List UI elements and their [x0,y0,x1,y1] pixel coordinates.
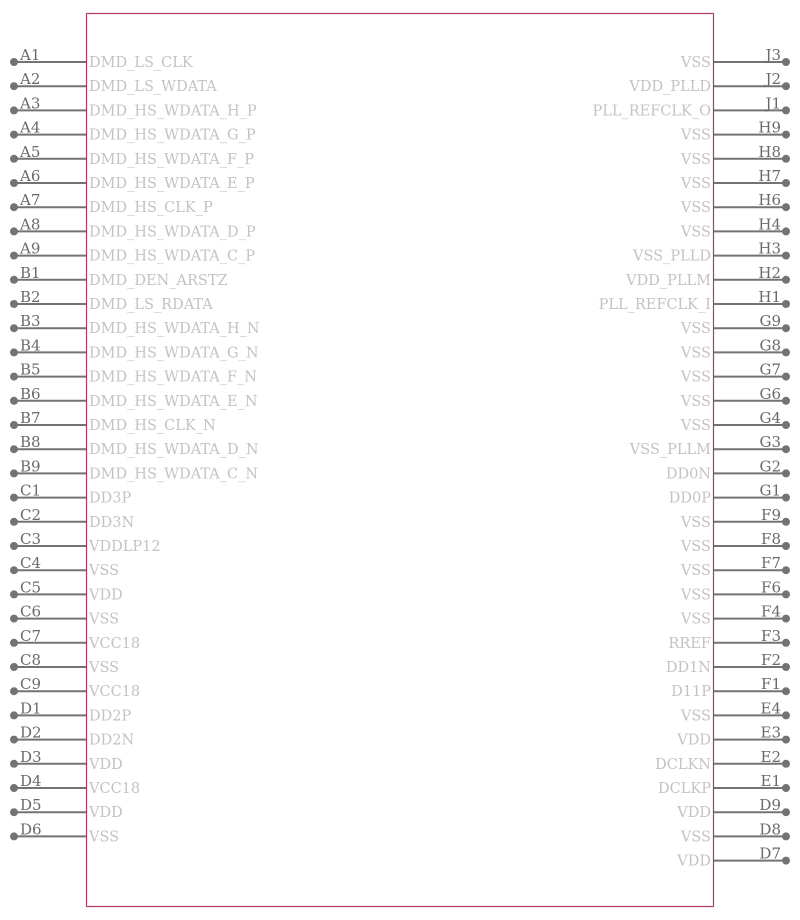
pin-number: G1 [759,481,781,500]
pin-name: VSS [680,539,711,555]
pin-number: J1 [765,94,781,113]
pin-name: DMD_HS_WDATA_H_P [89,103,257,120]
pin-terminal-dot [782,711,790,719]
pin-number: H8 [758,142,781,161]
pin-terminal-dot [10,106,18,114]
left-pin[interactable] [10,143,254,168]
pin-terminal-dot [782,252,790,260]
pin-terminal-dot [782,276,790,284]
pin-terminal-dot [782,179,790,187]
pin-name: VCC18 [89,684,141,701]
left-pin[interactable] [10,772,140,797]
right-pin[interactable] [680,167,790,192]
pin-number: G6 [759,384,781,403]
pin-name: VSS [680,127,711,144]
left-pin[interactable] [10,530,161,555]
left-pin[interactable] [10,288,213,313]
pin-terminal-dot [10,663,18,671]
right-pin[interactable] [592,94,790,119]
pin-terminal-dot [10,58,18,66]
pin-terminal-dot [10,615,18,623]
pin-number: E3 [760,723,781,742]
pin-name: DMD_HS_WDATA_D_P [89,224,256,241]
pin-name: VDD_PLLD [629,79,711,96]
pin-terminal-dot [782,131,790,139]
pin-name: DMD_HS_WDATA_F_N [89,369,257,386]
pin-name: DMD_HS_WDATA_H_N [89,321,260,338]
pin-terminal-dot [10,639,18,647]
pin-terminal-dot [782,857,790,865]
pin-number: A1 [20,46,41,64]
pin-number: B1 [20,263,41,282]
right-pin[interactable] [680,312,790,337]
pin-terminal-dot [10,300,18,308]
pin-name: VDD [89,756,123,773]
pin-name: VSS [680,829,711,846]
pin-terminal-dot [782,542,790,550]
pin-name: DMD_HS_CLK_N [89,418,216,434]
left-pin[interactable] [10,748,123,773]
right-pin[interactable] [599,288,790,313]
pin-number: G2 [759,457,781,476]
pin-terminal-dot [10,832,18,840]
pin-number: B9 [20,457,41,476]
pin-number: C4 [20,554,42,573]
pin-number: G3 [759,433,781,452]
pin-name: VSS_PLLD [633,248,711,265]
pin-terminal-dot [782,421,790,429]
left-pin[interactable] [10,167,255,192]
left-pin[interactable] [10,506,134,531]
left-pin[interactable] [10,409,216,434]
pin-name: D11P [671,684,711,701]
pin-name: DMD_HS_WDATA_G_P [89,127,256,144]
pin-terminal-dot [10,252,18,260]
pin-number: F4 [761,602,781,621]
pin-terminal-dot [10,711,18,719]
left-pin[interactable] [10,361,257,386]
pin-terminal-dot [10,421,18,429]
pin-terminal-dot [782,324,790,332]
pin-name: DMD_LS_RDATA [89,297,213,313]
pin-number: B4 [20,336,41,355]
pin-name: VSS [680,563,711,580]
pin-number: G4 [759,409,781,427]
pin-terminal-dot [10,227,18,235]
pin-name: VSS [680,393,711,410]
pin-number: A9 [20,239,41,258]
pin-name: VSS [89,660,120,676]
pin-number: A5 [20,142,41,161]
right-pin[interactable] [676,796,790,821]
left-pin[interactable] [10,554,119,579]
right-pin[interactable] [666,457,790,482]
pin-name: DD0N [665,466,711,483]
right-pin[interactable] [676,724,790,749]
right-pin[interactable] [680,143,790,168]
pin-terminal-dot [10,82,18,90]
pin-name: VSS [680,369,711,386]
pin-number: F1 [761,675,781,694]
left-pin[interactable] [10,675,140,700]
pin-terminal-dot [782,58,790,66]
pin-number: F3 [761,626,781,645]
pin-number: F9 [761,505,781,524]
pin-terminal-dot [782,348,790,356]
pin-number: H9 [758,118,781,137]
pin-number: C6 [20,602,42,621]
pin-terminal-dot [10,469,18,477]
left-pin[interactable] [10,433,259,458]
pin-name: VDD [677,732,711,749]
pin-name: DMD_LS_WDATA [89,79,217,96]
left-pin[interactable] [10,651,119,676]
pin-terminal-dot [10,324,18,332]
left-pin[interactable] [10,240,255,265]
pin-terminal-dot [10,760,18,768]
left-pin[interactable] [10,46,194,71]
pin-name: DCLKP [658,781,711,797]
pin-terminal-dot [782,808,790,816]
pin-number: D9 [759,796,781,815]
pin-name: DMD_HS_CLK_P [89,200,213,217]
pin-name: VSS [680,55,711,71]
pin-name: VSS [680,224,711,241]
pin-name: VDD [677,853,711,870]
pin-number: A8 [20,215,41,234]
pin-name: VSS [89,829,120,846]
left-pin[interactable] [10,215,256,240]
right-pin[interactable] [632,240,790,265]
pin-terminal-dot [10,518,18,526]
pin-number: D2 [20,723,42,742]
pin-name: DD1N [665,660,711,676]
pin-name: DD2P [89,708,132,725]
right-pin[interactable] [680,530,790,555]
pin-name: DMD_HS_WDATA_C_P [89,248,256,265]
pin-name: VSS [680,418,711,434]
pin-terminal-dot [782,373,790,381]
pin-name: VSS [680,708,711,725]
left-pin[interactable] [10,312,260,337]
pin-number: E2 [760,747,781,766]
pin-terminal-dot [782,832,790,840]
right-pin[interactable] [666,651,790,676]
pin-number: D1 [20,699,42,718]
left-pin[interactable] [10,796,123,821]
right-pin[interactable] [655,748,790,773]
pin-name: VSS [680,611,711,628]
pin-name: VSS [89,611,120,628]
pin-number: A2 [20,70,41,89]
right-pin[interactable] [680,578,790,603]
pin-terminal-dot [782,760,790,768]
right-pin[interactable] [625,264,790,289]
right-pin[interactable] [669,627,790,652]
pin-number: D5 [20,796,42,815]
pin-name: DMD_HS_WDATA_D_N [89,442,259,459]
pin-number: F8 [761,530,781,548]
pin-number: C5 [20,578,42,597]
component-body [87,14,714,907]
pin-name: DMD_HS_WDATA_E_P [89,176,255,192]
pin-name: VSS [89,563,120,580]
right-pin[interactable] [671,675,790,700]
pin-name: DMD_HS_WDATA_C_N [89,466,259,483]
pin-terminal-dot [10,784,18,792]
pin-terminal-dot [782,639,790,647]
pin-name: DMD_HS_WDATA_E_N [89,393,258,410]
pin-terminal-dot [10,590,18,598]
right-pin[interactable] [680,506,790,531]
pin-terminal-dot [10,736,18,744]
left-pin[interactable] [10,482,131,507]
right-pin[interactable] [629,433,790,458]
right-pin[interactable] [680,191,790,216]
left-pin[interactable] [10,119,256,144]
pin-number: C8 [20,651,42,669]
pin-number: C7 [20,626,42,645]
pin-number: D6 [20,820,42,839]
pin-number: F2 [761,651,781,669]
pin-terminal-dot [782,494,790,502]
pin-name: VCC18 [89,635,141,652]
pin-name: VDDLP12 [89,539,161,555]
right-pin[interactable] [658,772,790,797]
pin-number: H4 [758,215,781,234]
left-pin[interactable] [10,578,123,603]
left-pin[interactable] [10,603,119,628]
pin-name: VDD_PLLM [626,272,711,289]
pin-name: VSS [680,514,711,531]
pin-terminal-dot [782,82,790,90]
pin-number: G8 [759,336,781,355]
pin-name: DD2N [89,732,135,749]
pin-terminal-dot [10,445,18,453]
pin-terminal-dot [10,131,18,139]
right-pin-column [592,46,790,870]
pin-name: VSS [680,321,711,338]
pin-name: VDD [89,805,123,822]
pin-number: A3 [20,94,41,113]
right-pin[interactable] [628,70,790,95]
pin-number: C1 [20,481,42,500]
pin-number: B3 [20,312,41,331]
pin-number: D4 [20,772,42,790]
right-pin[interactable] [680,46,790,71]
left-pin[interactable] [10,627,140,652]
left-pin[interactable] [10,264,228,289]
right-pin[interactable] [680,361,790,386]
pin-number: B6 [20,384,41,403]
pin-terminal-dot [10,373,18,381]
pin-terminal-dot [782,445,790,453]
pin-terminal-dot [10,203,18,211]
pin-number: B2 [20,288,41,306]
pin-name: VDD [677,805,711,822]
pin-number: A7 [20,191,41,210]
pin-number: H7 [758,167,781,185]
pin-number: D7 [759,844,781,863]
pin-terminal-dot [782,203,790,211]
left-pin[interactable] [10,94,257,119]
left-pin[interactable] [10,191,213,216]
pin-name: VSS [680,151,711,168]
right-pin[interactable] [680,336,790,361]
right-pin[interactable] [669,482,790,507]
pin-number: H1 [758,288,781,306]
left-pin[interactable] [10,457,258,482]
pin-terminal-dot [782,469,790,477]
pin-number: C2 [20,505,42,524]
pin-terminal-dot [782,397,790,405]
pin-number: C9 [20,675,42,694]
pin-name: VSS [680,200,711,217]
right-pin[interactable] [680,820,790,845]
pin-number: G7 [759,360,781,379]
pin-name: DD3N [89,514,135,531]
pin-name: VSS_PLLM [629,442,711,459]
pin-terminal-dot [10,155,18,163]
pin-number: B8 [20,433,41,452]
right-pin[interactable] [680,554,790,579]
pin-terminal-dot [782,784,790,792]
pin-terminal-dot [782,663,790,671]
pin-name: DMD_HS_WDATA_F_P [89,151,255,168]
pin-name: DMD_DEN_ARSTZ [89,272,228,289]
pin-name: PLL_REFCLK_I [598,297,711,313]
pin-number: E4 [760,699,781,718]
pin-number: A4 [20,118,41,137]
pin-number: E1 [760,772,781,790]
pin-terminal-dot [782,590,790,598]
pin-number: G9 [759,312,781,331]
pin-terminal-dot [782,687,790,695]
pin-number: J2 [765,70,781,89]
pin-terminal-dot [782,615,790,623]
right-pin[interactable] [680,409,790,434]
pin-number: H6 [758,191,781,210]
left-pin[interactable] [10,820,119,845]
pin-name: DD3P [89,490,132,507]
pin-name: DCLKN [655,756,711,773]
pin-terminal-dot [10,687,18,695]
pin-number: F7 [761,554,781,573]
pin-number: B7 [20,409,41,427]
pin-number: B5 [20,360,41,379]
left-pin[interactable] [10,385,258,410]
pin-number: D8 [759,820,781,839]
left-pin[interactable] [10,699,131,724]
pin-number: F6 [761,578,781,597]
pin-terminal-dot [10,348,18,356]
pin-name: VSS [680,345,711,362]
pin-name: PLL_REFCLK_O [592,103,711,120]
left-pin-column [10,46,260,845]
pin-terminal-dot [10,494,18,502]
right-pin[interactable] [680,119,790,144]
right-pin[interactable] [680,603,790,628]
pin-terminal-dot [10,397,18,405]
pin-terminal-dot [782,300,790,308]
pin-number: H2 [758,263,781,282]
pin-terminal-dot [10,179,18,187]
pin-terminal-dot [10,566,18,574]
pin-number: H3 [758,239,781,258]
pin-terminal-dot [782,106,790,114]
left-pin[interactable] [10,724,134,749]
pin-name: DD0P [668,490,711,507]
pin-name: VSS [680,176,711,192]
right-pin[interactable] [680,385,790,410]
pin-name: DMD_HS_WDATA_G_N [89,345,259,362]
pin-name: DMD_LS_CLK [89,55,193,71]
pin-name: VSS [680,587,711,604]
pin-number: J3 [765,46,781,64]
pin-terminal-dot [10,276,18,284]
right-pin[interactable] [680,215,790,240]
left-pin[interactable] [10,336,259,361]
left-pin[interactable] [10,70,217,95]
pin-terminal-dot [782,155,790,163]
right-pin[interactable] [680,699,790,724]
right-pin[interactable] [676,845,790,870]
pin-terminal-dot [10,542,18,550]
pin-terminal-dot [782,736,790,744]
pin-name: VDD [89,587,123,604]
pin-number: C3 [20,530,42,548]
pin-name: VCC18 [89,781,141,797]
pin-name: RREF [668,635,711,652]
pin-terminal-dot [782,227,790,235]
pin-terminal-dot [782,566,790,574]
pin-terminal-dot [782,518,790,526]
pin-terminal-dot [10,808,18,816]
pin-number: A6 [20,167,41,185]
pin-number: D3 [20,747,42,766]
